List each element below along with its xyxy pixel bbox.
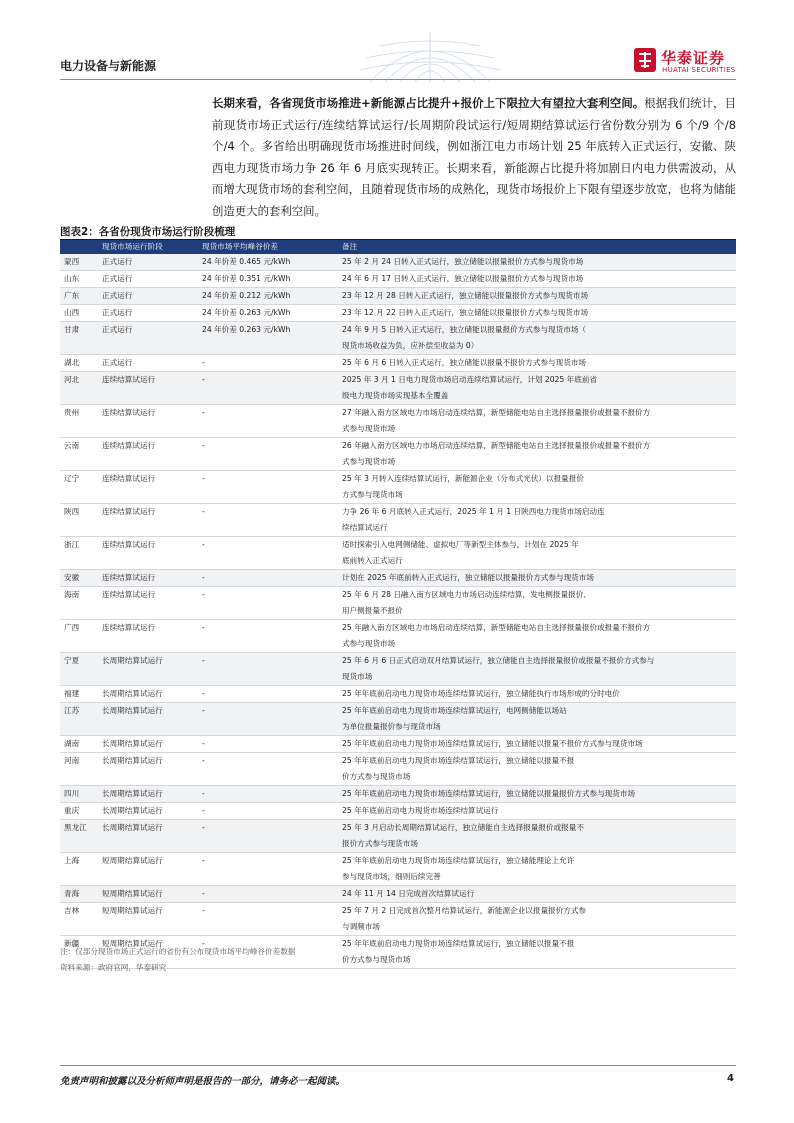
cell-province: 河北 <box>60 372 98 405</box>
note-line: 方式参与现货市场 <box>342 490 403 499</box>
cell-province: 广东 <box>60 288 98 305</box>
cell-note <box>338 786 736 803</box>
cell-note <box>338 686 736 703</box>
cell-stage: 短周期结算试运行 <box>98 853 198 886</box>
table-row <box>60 820 736 853</box>
table-row <box>60 803 736 820</box>
note-line: 力争 26 年 6 月底转入正式运行，2025 年 1 月 1 日陕西电力现货市场启动连 <box>342 507 605 516</box>
table-row <box>60 753 736 786</box>
table-row <box>60 587 736 620</box>
cell-price: - <box>198 372 338 405</box>
note-line: 式参与现货市场 <box>342 639 396 648</box>
header-divider <box>60 79 736 80</box>
note-line: 适时探索引入电网侧储能、虚拟电厂等新型主体参与，计划在 2025 年 <box>342 540 579 549</box>
table-note: 注：仅部分现货市场正式运行的省份有公布现货市场平均峰谷价差数据 <box>60 947 296 956</box>
cell-province: 海南 <box>60 587 98 620</box>
logo-text-en: HUATAI SECURITIES <box>662 66 736 74</box>
disclaimer-text: 免责声明和披露以及分析师声明是报告的一部分，请务必一起阅读。 <box>60 1076 346 1087</box>
cell-stage: 连续结算试运行 <box>98 587 198 620</box>
note-line: 24 年 6 月 17 日转入正式运行，独立储能以报量报价方式参与现货市场 <box>342 274 584 283</box>
cell-note <box>338 570 736 587</box>
cell-note <box>338 372 736 405</box>
cell-note <box>338 405 736 438</box>
cell-stage: 长周期结算试运行 <box>98 820 198 853</box>
note-line: 25 年年底前启动电力现货市场连续结算试运行，独立储能理论上允许 <box>342 856 575 865</box>
table-body <box>60 254 736 969</box>
cell-price: - <box>198 820 338 853</box>
cell-note <box>338 853 736 886</box>
note-line: 26 年融入南方区域电力市场启动连续结算，新型储能电站自主选择报量报价或报量不报价方 <box>342 441 651 450</box>
cell-province: 浙江 <box>60 537 98 570</box>
cell-note <box>338 903 736 936</box>
cell-province: 青海 <box>60 886 98 903</box>
cell-price: - <box>198 686 338 703</box>
huatai-logo <box>634 46 738 76</box>
table-source: 资料来源：政府官网，华泰研究 <box>60 963 167 972</box>
cell-note <box>338 254 736 271</box>
cell-stage: 长周期结算试运行 <box>98 786 198 803</box>
intro-paragraph <box>212 93 736 222</box>
cell-price: 24 年价差 0.351 元/kWh <box>198 271 338 288</box>
cell-province: 辽宁 <box>60 471 98 504</box>
cell-note <box>338 803 736 820</box>
table-row <box>60 288 736 305</box>
cell-province: 陕西 <box>60 504 98 537</box>
note-line: 为单位报量报价参与现货市场 <box>342 722 441 731</box>
note-line: 25 年年底前启动电力现货市场连续结算试运行，独立储能以报量不报 <box>342 939 575 948</box>
cell-stage: 短周期结算试运行 <box>98 886 198 903</box>
cell-stage: 短周期结算试运行 <box>98 903 198 936</box>
note-line: 价方式参与现货市场 <box>342 772 411 781</box>
cell-note <box>338 753 736 786</box>
spot-market-table <box>60 240 736 969</box>
cell-price: - <box>198 703 338 736</box>
footer-divider <box>60 1065 736 1066</box>
cell-note <box>338 736 736 753</box>
note-line: 现货市场收益为负，应补偿至收益为 0） <box>342 341 479 350</box>
note-line: 25 年 6 月 6 日正式启动双月结算试运行，独立储能自主选择报量报价或报量不报价方式参与 <box>342 656 655 665</box>
cell-price: 24 年价差 0.263 元/kWh <box>198 322 338 355</box>
cell-price: - <box>198 786 338 803</box>
table-row <box>60 372 736 405</box>
cell-note <box>338 355 736 372</box>
cell-province: 吉林 <box>60 903 98 936</box>
note-line: 24 年 9 月 5 日转入正式运行，独立储能以报量报价方式参与现货市场（ <box>342 325 587 334</box>
cell-stage: 连续结算试运行 <box>98 471 198 504</box>
cell-province: 宁夏 <box>60 653 98 686</box>
cell-stage: 连续结算试运行 <box>98 372 198 405</box>
table-row <box>60 405 736 438</box>
table-row <box>60 305 736 322</box>
cell-province: 甘肃 <box>60 322 98 355</box>
cell-note <box>338 322 736 355</box>
table-row <box>60 438 736 471</box>
cell-stage: 正式运行 <box>98 271 198 288</box>
cell-note <box>338 820 736 853</box>
cell-price: - <box>198 504 338 537</box>
cell-province: 山东 <box>60 271 98 288</box>
table-row <box>60 686 736 703</box>
note-line: 25 年 3 月转入连续结算试运行，新能源企业（分布式光伏）以报量报价 <box>342 474 584 483</box>
cell-note <box>338 471 736 504</box>
cell-note <box>338 305 736 322</box>
cell-price: - <box>198 903 338 936</box>
cell-stage: 长周期结算试运行 <box>98 803 198 820</box>
cell-price: - <box>198 438 338 471</box>
cell-price: - <box>198 853 338 886</box>
table-row <box>60 537 736 570</box>
note-line: 用户侧报量不报价 <box>342 606 403 615</box>
cell-province: 上海 <box>60 853 98 886</box>
cell-price: - <box>198 355 338 372</box>
note-line: 25 年年底前启动电力现货市场连续结算试运行，独立储能执行市场形成的分时电价 <box>342 689 620 698</box>
cell-stage: 长周期结算试运行 <box>98 653 198 686</box>
cell-province: 江苏 <box>60 703 98 736</box>
cell-stage: 正式运行 <box>98 322 198 355</box>
note-line: 参与现货市场，细则后续完善 <box>342 872 441 881</box>
cell-province: 福建 <box>60 686 98 703</box>
cell-note <box>338 703 736 736</box>
cell-price: - <box>198 620 338 653</box>
cell-price: - <box>198 537 338 570</box>
note-line: 2025 年 3 月 1 日电力现货市场启动连续结算试运行，计划 2025 年底前省 <box>342 375 598 384</box>
note-line: 计划在 2025 年底前转入正式运行，独立储能以报量报价方式参与现货市场 <box>342 573 594 582</box>
cell-stage: 连续结算试运行 <box>98 620 198 653</box>
cell-stage: 长周期结算试运行 <box>98 753 198 786</box>
cell-stage: 连续结算试运行 <box>98 504 198 537</box>
cell-note <box>338 653 736 686</box>
table-row <box>60 786 736 803</box>
note-line: 式参与现货市场 <box>342 457 396 466</box>
cell-province: 新疆 <box>60 936 98 969</box>
note-line: 级电力现货市场实现基本全覆盖 <box>342 391 449 400</box>
cell-stage: 正式运行 <box>98 355 198 372</box>
note-line: 23 年 12 月 28 日转入正式运行，独立储能以报量报价方式参与现货市场 <box>342 291 589 300</box>
globe-graphic <box>350 30 510 82</box>
cell-stage: 连续结算试运行 <box>98 570 198 587</box>
cell-province: 黑龙江 <box>60 820 98 853</box>
cell-province: 四川 <box>60 786 98 803</box>
table-row <box>60 653 736 686</box>
cell-province: 贵州 <box>60 405 98 438</box>
note-line: 25 年年底前启动电力现货市场连续结算试运行，独立储能以报量不报 <box>342 756 575 765</box>
note-line: 24 年 11 月 14 日完成首次结算试运行 <box>342 889 475 898</box>
intro-lead: 长期来看，各省现货市场推进+新能源占比提升+报价上下限拉大有望拉大套利空间。 <box>212 96 645 110</box>
cell-stage: 连续结算试运行 <box>98 438 198 471</box>
cell-province: 蒙西 <box>60 254 98 271</box>
cell-price: - <box>198 753 338 786</box>
note-line: 25 年年底前启动电力现货市场连续结算试运行，独立储能以报量报价方式参与现货市场 <box>342 789 636 798</box>
note-line: 25 年年底前启动电力现货市场连续结算试运行 <box>342 806 499 815</box>
cell-note <box>338 936 736 969</box>
cell-price: - <box>198 653 338 686</box>
note-line: 25 年 6 月 6 日转入正式运行，独立储能以报量不报价方式参与现货市场 <box>342 358 587 367</box>
table-row <box>60 903 736 936</box>
cell-stage: 长周期结算试运行 <box>98 703 198 736</box>
note-line: 式参与现货市场 <box>342 424 396 433</box>
cell-price: 24 年价差 0.212 元/kWh <box>198 288 338 305</box>
cell-stage: 长周期结算试运行 <box>98 736 198 753</box>
page-number: 4 <box>727 1073 734 1084</box>
cell-note <box>338 288 736 305</box>
cell-stage: 正式运行 <box>98 288 198 305</box>
table-row <box>60 886 736 903</box>
table-row <box>60 322 736 355</box>
table-header-row <box>60 240 736 254</box>
cell-note <box>338 504 736 537</box>
note-line: 报价方式参与现货市场 <box>342 839 418 848</box>
note-line: 27 年融入南方区域电力市场启动连续结算，新型储能电站自主选择报量报价或报量不报价方 <box>342 408 651 417</box>
cell-price: - <box>198 587 338 620</box>
col-header-province <box>60 240 98 254</box>
cell-price: - <box>198 471 338 504</box>
cell-province: 重庆 <box>60 803 98 820</box>
cell-price: 24 年价差 0.263 元/kWh <box>198 305 338 322</box>
cell-province: 湖南 <box>60 736 98 753</box>
note-line: 25 年 2 月 24 日转入正式运行，独立储能以报量报价方式参与现货市场 <box>342 257 584 266</box>
figure-title: 图表2：各省份现货市场运行阶段梳理 <box>60 226 236 238</box>
section-title: 电力设备与新能源 <box>60 59 157 73</box>
col-header-price: 现货市场平均峰谷价差 <box>198 240 338 254</box>
note-line: 现货市场 <box>342 672 373 681</box>
cell-price: - <box>198 570 338 587</box>
note-line: 与调频市场 <box>342 922 380 931</box>
note-line: 25 年年底前启动电力现货市场连续结算试运行，电网侧储能以场站 <box>342 706 567 715</box>
cell-price: - <box>198 803 338 820</box>
intro-body: 根据我们统计，目前现货市场正式运行/连续结算试运行/长周期阶段试运行/短周期结算试运行省份数分别为 6 个/9 个/8 个/4 个。多省给出明确现货市场推进时间线，例如浙江电力市场计划 25 年底转入正式运行，安徽、陕西电力现货市场力争 26 年 6 月底实现转正。长期来看，新能源占比提升将加剧日内电力供需波动，从而增大现货市场的套利空间，且随着现货市场的成熟化，现货市场报价上下限有望逐步放宽，也将为储能创造更大的套利空间。 <box>212 96 736 218</box>
table-row <box>60 271 736 288</box>
table-row <box>60 254 736 271</box>
logo-text-cn: 华泰证券 <box>661 49 726 67</box>
cell-province: 湖北 <box>60 355 98 372</box>
cell-price: - <box>198 886 338 903</box>
table-row <box>60 355 736 372</box>
note-line: 25 年年底前启动电力现货市场连续结算试运行，独立储能以报量不报价方式参与现货市场 <box>342 739 643 748</box>
note-line: 25 年 6 月 28 日融入南方区域电力市场启动连续结算，发电侧报量报价、 <box>342 590 591 599</box>
col-header-stage: 现货市场运行阶段 <box>98 240 198 254</box>
note-line: 23 年 12 月 22 日转入正式运行，独立储能以报量报价方式参与现货市场 <box>342 308 589 317</box>
cell-stage: 长周期结算试运行 <box>98 686 198 703</box>
cell-stage: 短周期结算试运行 <box>98 936 198 969</box>
note-line: 25 年融入南方区域电力市场启动连续结算，新型储能电站自主选择报量报价或报量不报价方 <box>342 623 651 632</box>
cell-province: 河南 <box>60 753 98 786</box>
table-row <box>60 620 736 653</box>
cell-price: - <box>198 936 338 969</box>
cell-province: 山西 <box>60 305 98 322</box>
cell-note <box>338 537 736 570</box>
table-row <box>60 703 736 736</box>
huatai-logo-icon <box>634 48 656 72</box>
table-row <box>60 570 736 587</box>
cell-note <box>338 620 736 653</box>
cell-note <box>338 587 736 620</box>
cell-note <box>338 886 736 903</box>
table-row <box>60 471 736 504</box>
table-row <box>60 504 736 537</box>
table-row <box>60 736 736 753</box>
note-line: 底前转入正式运行 <box>342 556 403 565</box>
cell-stage: 正式运行 <box>98 305 198 322</box>
table-row <box>60 853 736 886</box>
cell-price: - <box>198 405 338 438</box>
cell-price: 24 年价差 0.465 元/kWh <box>198 254 338 271</box>
cell-stage: 连续结算试运行 <box>98 537 198 570</box>
cell-stage: 正式运行 <box>98 254 198 271</box>
note-line: 25 年 3 月启动长周期结算试运行，独立储能自主选择报量报价或报量不 <box>342 823 584 832</box>
col-header-note: 备注 <box>338 240 736 254</box>
note-line: 续结算试运行 <box>342 523 388 532</box>
cell-note <box>338 438 736 471</box>
cell-province: 安徽 <box>60 570 98 587</box>
cell-note <box>338 271 736 288</box>
cell-province: 云南 <box>60 438 98 471</box>
cell-province: 广西 <box>60 620 98 653</box>
cell-stage: 连续结算试运行 <box>98 405 198 438</box>
note-line: 价方式参与现货市场 <box>342 955 411 964</box>
note-line: 25 年 7 月 2 日完成首次整月结算试运行，新能源企业以报量报价方式参 <box>342 906 587 915</box>
cell-price: - <box>198 736 338 753</box>
